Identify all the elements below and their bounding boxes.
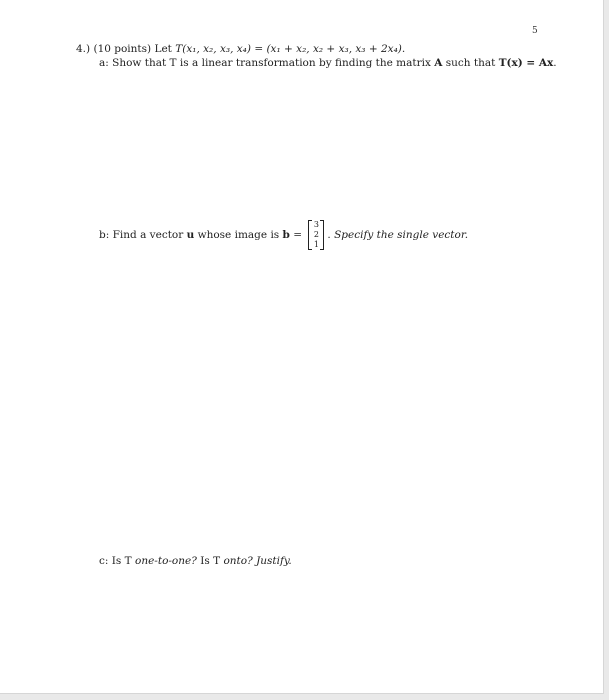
vector-u-symbol: u — [186, 229, 195, 241]
part-b-text-middle: whose image is — [197, 229, 280, 241]
part-c-question-one-to-one: one-to-one? — [135, 555, 197, 567]
part-b-label: b: — [99, 229, 110, 241]
part-b-note: Specify the single vector. — [334, 229, 469, 241]
vector-b-entry-3: 1 — [313, 240, 319, 249]
part-a-text-prefix: Show that T is a linear transformation by finding the matrix — [112, 57, 431, 69]
problem-header — [76, 42, 405, 56]
matrix-a-symbol: A — [434, 57, 443, 69]
vector-b-entry-2: 2 — [313, 230, 319, 239]
part-b — [99, 220, 468, 250]
part-c — [99, 554, 292, 568]
problem-number: 4.) — [76, 43, 91, 55]
part-a-label: a: — [99, 57, 109, 69]
right-bracket — [320, 220, 324, 250]
part-a-text-middle: such that — [445, 57, 496, 69]
left-bracket — [308, 220, 312, 250]
part-a — [99, 56, 557, 70]
part-c-text-1: Is T — [111, 555, 132, 567]
vector-b-matrix — [308, 220, 324, 250]
problem-points: (10 points) — [93, 43, 152, 55]
page-number: 5 — [532, 26, 538, 36]
part-c-text-2: Is T — [200, 555, 221, 567]
statement-prefix: Let — [154, 43, 172, 55]
part-a-equation: T(x) = Ax — [498, 57, 554, 69]
part-c-justify: Justify. — [256, 555, 292, 567]
function-definition: T(x₁, x₂, x₃, x₄) = (x₁ + x₂, x₂ + x₃, x₃ + 2x₄). — [175, 43, 406, 55]
part-b-after-matrix: . — [327, 229, 331, 241]
part-c-label: c: — [99, 555, 109, 567]
part-b-text-prefix: Find a vector — [112, 229, 184, 241]
part-c-question-onto: onto? — [223, 555, 253, 567]
part-a-end: . — [553, 57, 557, 69]
vector-b-entry-1: 3 — [313, 220, 319, 229]
vector-b-symbol: b — [282, 229, 290, 241]
equals-sign: = — [293, 229, 303, 241]
